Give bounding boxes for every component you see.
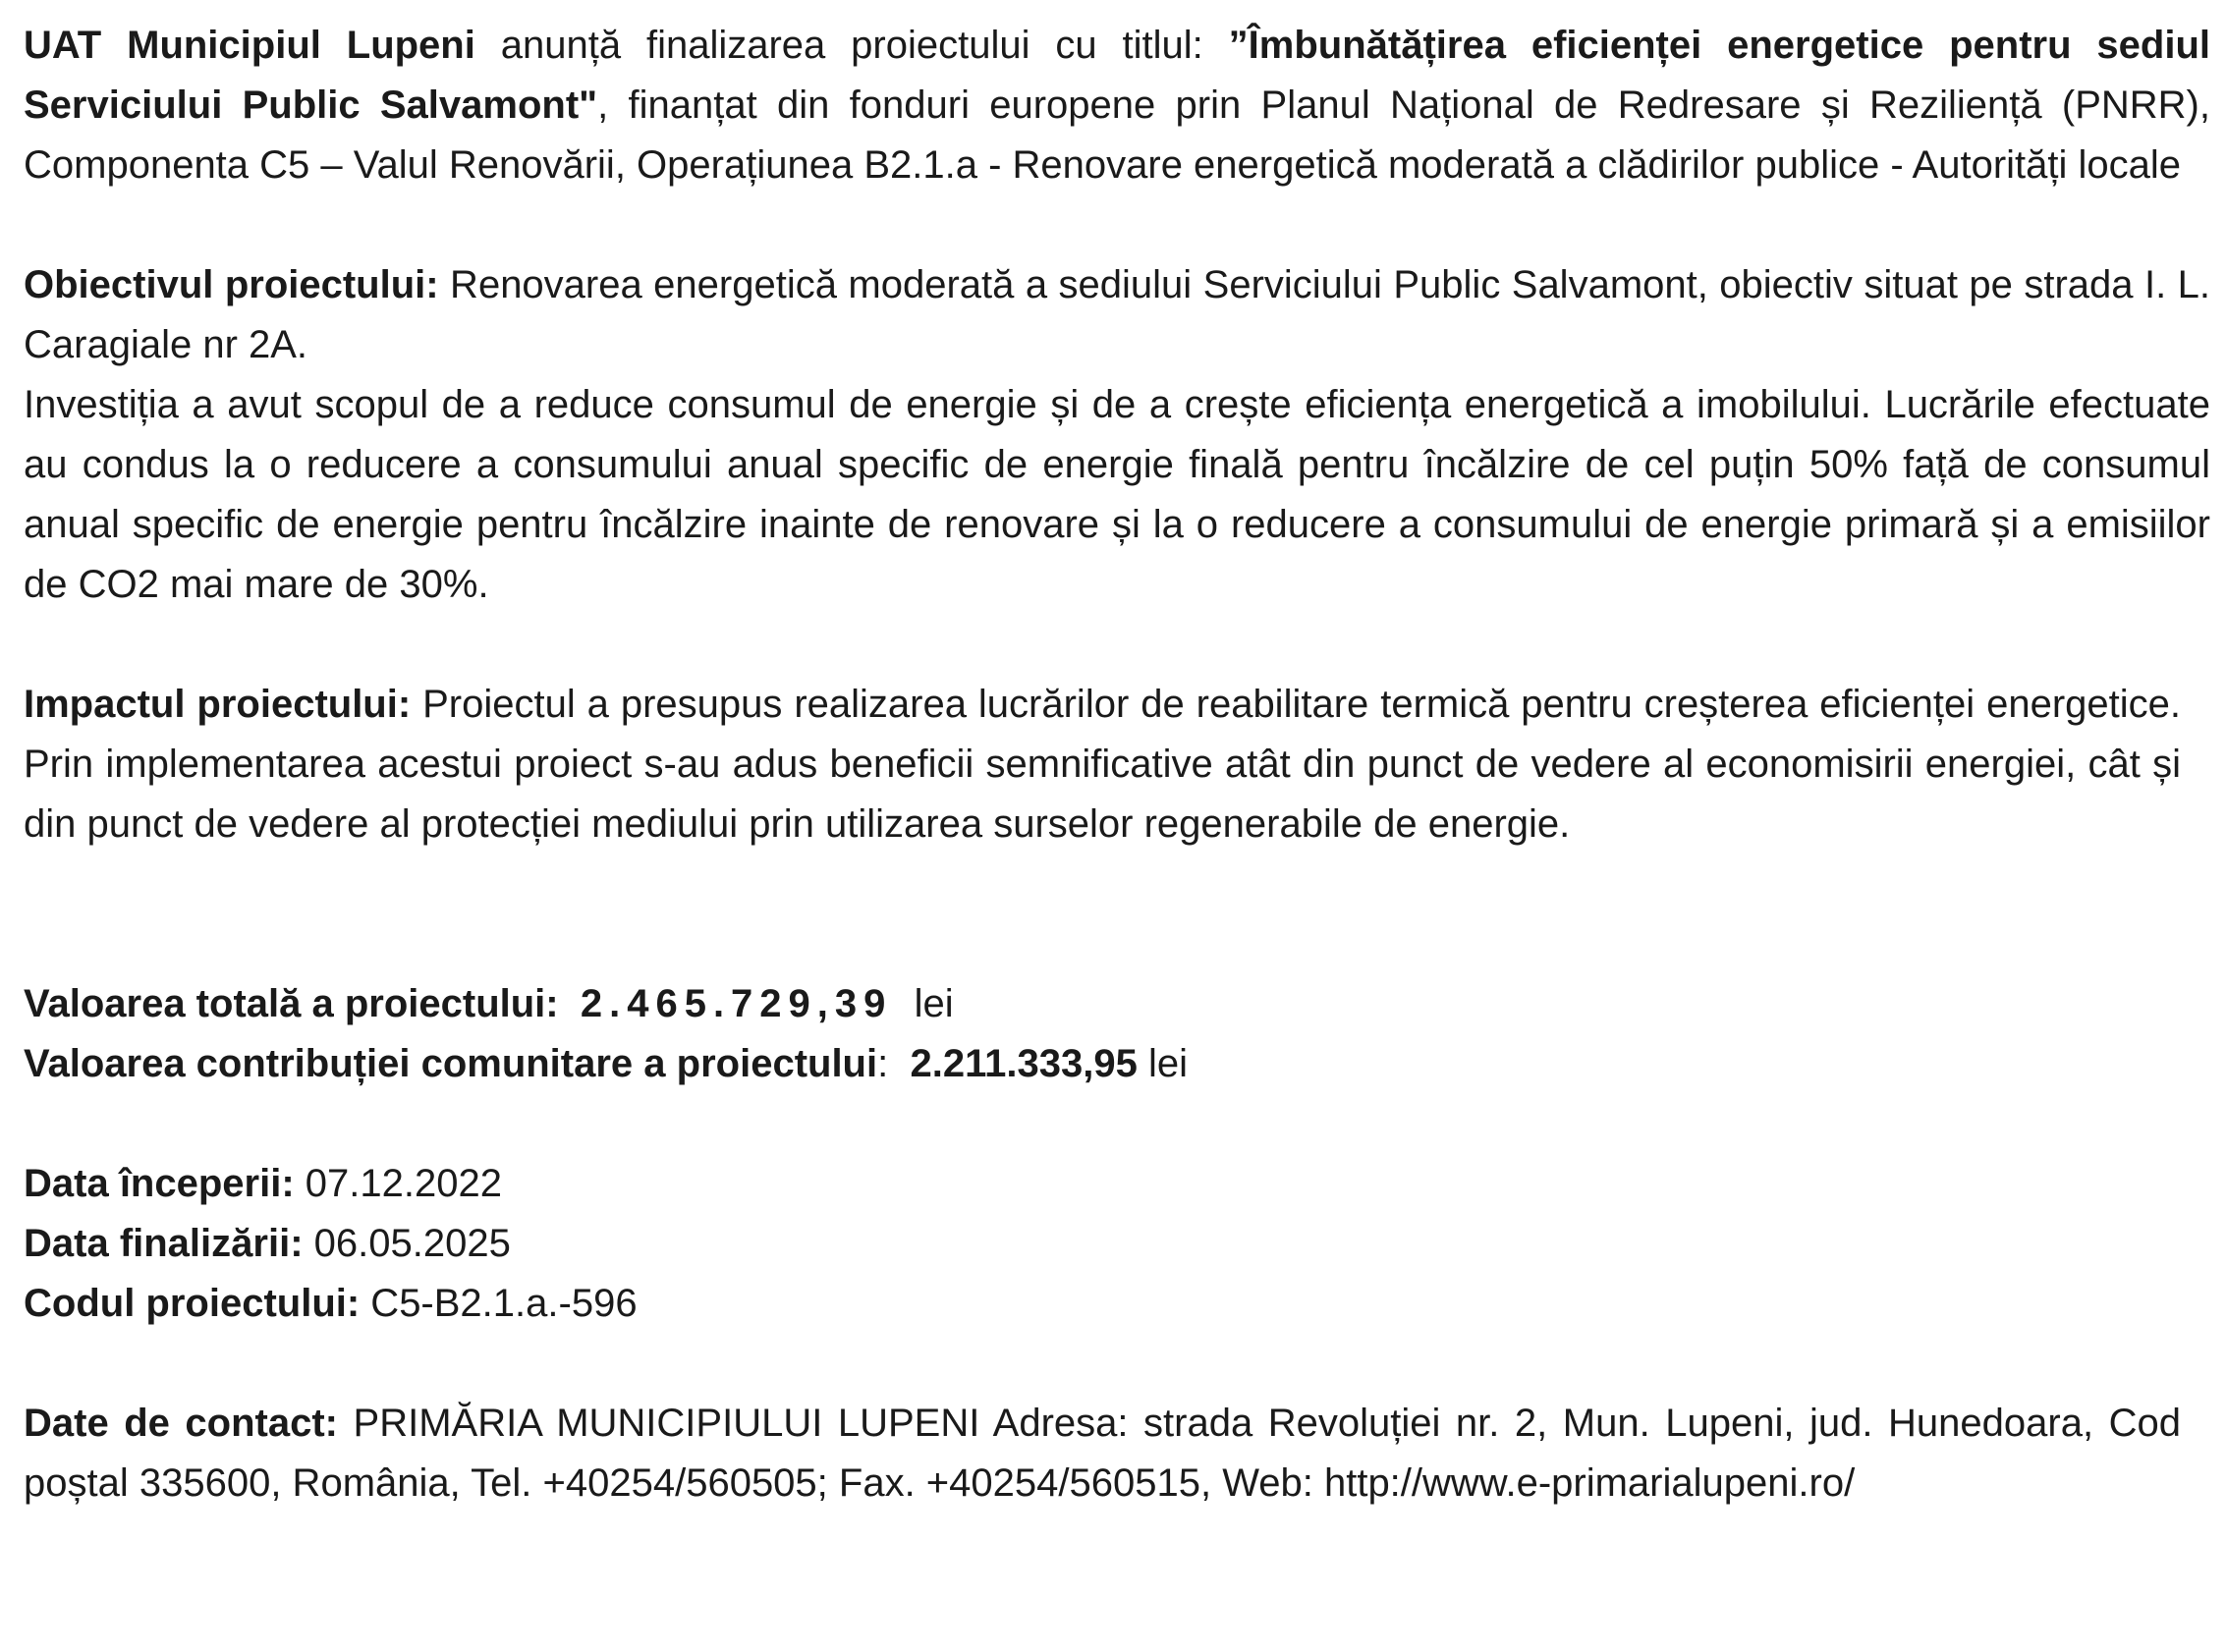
uat-name: UAT Municipiul Lupeni: [24, 24, 475, 67]
start-date-line: [24, 1154, 2210, 1214]
intro-funding-text: , finanțat din fonduri europene prin Planul Național de Redresare și Reziliență (PNRR), Componenta C5 – Valul Renovării, Operațiunea B2.1.a - Renovare energetică moderată a clădirilor publice - Autorități locale: [24, 83, 2210, 187]
project-title: ”Îmbunătățirea eficienței energetice pentru sediul Serviciului Public Salvamont": [24, 24, 2210, 127]
investment-paragraph: Investiția a avut scopul de a reduce consumul de energie și de a crește eficiența energetică a imobilului. Lucrările efectuate au condus la o reducere a consumului anual specific de energie finală pentru încălzire de cel puțin 50% față de consumul anual specific de energie pentru încălzire inainte de renovare și la o reducere a consumului de energie primară și a emisiilor de CO2 mai mare de 30%.: [24, 383, 2210, 606]
end-date-line: [24, 1214, 2210, 1274]
contact-section: [24, 1394, 2210, 1573]
values-section: [24, 974, 2210, 1094]
end-date-label: Data finalizării:: [24, 1222, 304, 1265]
total-value-label: Valoarea totală a proiectului:: [24, 982, 559, 1025]
end-date-value: 06.05.2025: [303, 1222, 511, 1265]
dates-section: [24, 1154, 2210, 1334]
project-code-line: [24, 1274, 2210, 1334]
start-date-value: 07.12.2022: [294, 1162, 502, 1205]
project-code-label: Codul proiectului:: [24, 1282, 361, 1325]
start-date-label: Data începerii:: [24, 1162, 295, 1205]
eu-contribution-amount: 2.211.333,95: [910, 1042, 1138, 1085]
eu-contribution-label: Valoarea contribuției comunitare a proiectului: [24, 1042, 878, 1085]
impact-paragraph: [24, 675, 2181, 854]
total-value-line: [24, 974, 2210, 1034]
contact-paragraph: [24, 1394, 2181, 1514]
eu-contribution-line: [24, 1034, 2210, 1094]
announcement-document: [24, 16, 2210, 1573]
total-value-amount: 2.465.729,39: [580, 982, 893, 1025]
objective-label: Obiectivul proiectului:: [24, 263, 439, 306]
contact-text: PRIMĂRIA MUNICIPIULUI LUPENI Adresa: strada Revoluției nr. 2, Mun. Lupeni, jud. Hunedoara, Cod poștal 335600, România, Tel. +40254/560505; Fax. +40254/560515, Web: http://www.e-primarialupeni.ro/: [24, 1402, 2181, 1505]
total-value-unit: lei: [914, 982, 954, 1025]
objective-text: Renovarea energetică moderată a sediului Serviciului Public Salvamont, obiectiv situat pe strada I. L. Caragiale nr 2A.: [24, 263, 2211, 366]
project-code-value: C5-B2.1.a.-596: [360, 1282, 638, 1325]
objective-paragraph: [24, 255, 2210, 375]
eu-contribution-unit: lei: [1147, 1042, 1188, 1085]
intro-paragraph: [24, 16, 2210, 195]
eu-contribution-colon: :: [877, 1042, 889, 1085]
contact-label: Date de contact:: [24, 1402, 338, 1445]
impact-text: Proiectul a presupus realizarea lucrărilor de reabilitare termică pentru creșterea eficienței energetice. Prin implementarea acestui proiect s-au adus beneficii semnificative atât din punct de vedere al economisirii energiei, cât și din punct de vedere al protecției mediului prin utilizarea surselor regenerabile de energie.: [24, 683, 2182, 846]
intro-text: anunță finalizarea proiectului cu titlul:: [474, 24, 1229, 67]
impact-label: Impactul proiectului:: [24, 683, 412, 726]
